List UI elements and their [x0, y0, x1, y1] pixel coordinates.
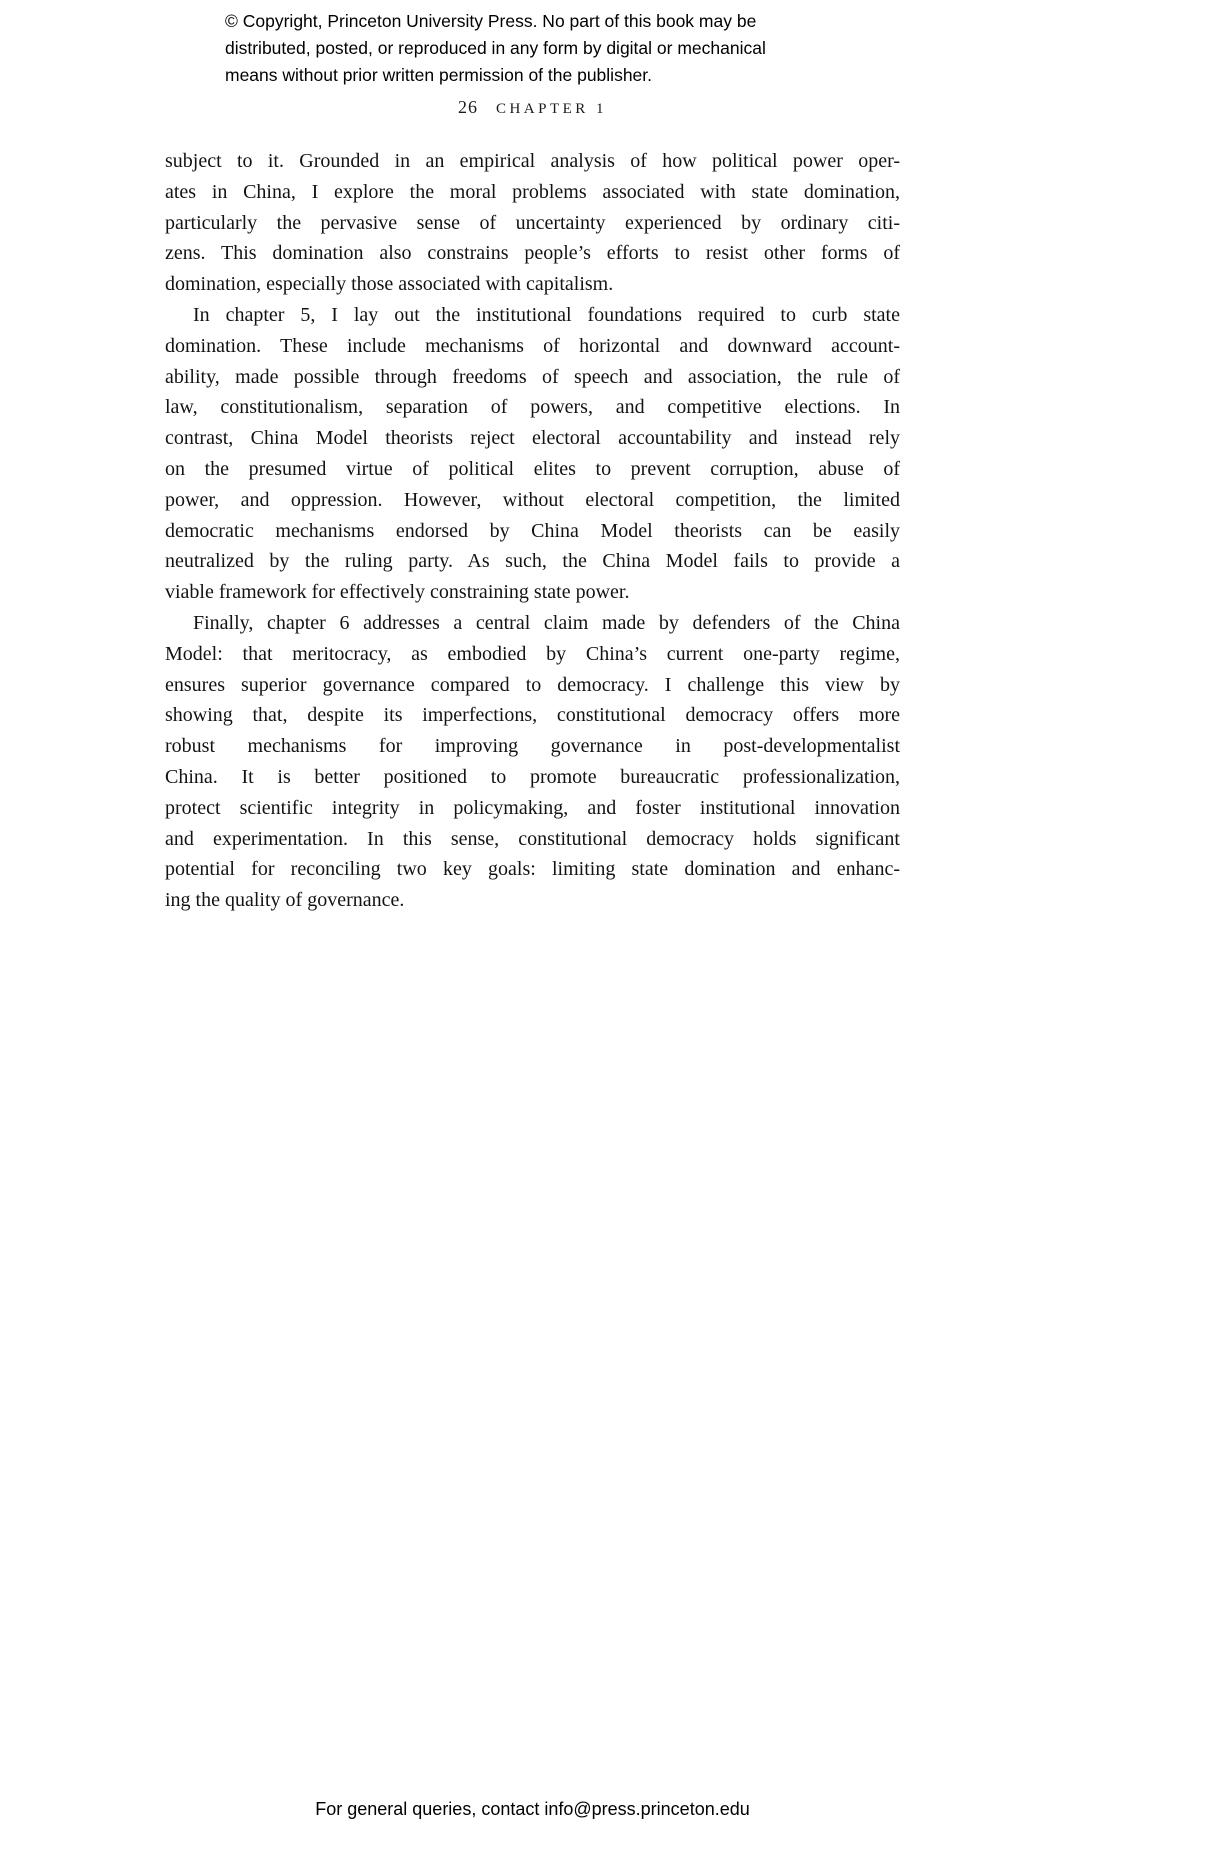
body-line: protect scientific integrity in policymaking, and foster institutional innovation	[165, 796, 900, 819]
body-line: particularly the pervasive sense of uncertainty experienced by ordinary citi-	[165, 211, 900, 234]
body-line: neutralized by the ruling party. As such, the China Model fails to provide a	[165, 550, 900, 573]
body-line: and experimentation. In this sense, constitutional democracy holds significant	[165, 827, 900, 850]
running-head	[165, 97, 900, 118]
body-line: potential for reconciling two key goals: limiting state domination and enhanc-	[165, 858, 900, 881]
paragraph	[165, 608, 900, 916]
body-line: ates in China, I explore the moral problems associated with state domination,	[165, 180, 900, 203]
copyright-line: © Copyright, Princeton University Press. No part of this book may be	[225, 11, 757, 31]
body-line: China. It is better positioned to promote bureaucratic professionalization,	[165, 765, 900, 788]
copyright-line: means without prior written permission of the publisher.	[225, 65, 653, 85]
body-line: Model: that meritocracy, as embodied by China’s current one-party regime,	[165, 642, 900, 665]
body-line: robust mechanisms for improving governance in post-developmentalist	[165, 735, 900, 758]
body-line: zens. This domination also constrains people’s efforts to resist other forms of	[165, 242, 900, 265]
body-line: contrast, China Model theorists reject electoral accountability and instead rely	[165, 427, 900, 450]
chapter-label: CHAPTER 1	[495, 101, 608, 117]
body-line: power, and oppression. However, without electoral competition, the limited	[165, 488, 900, 511]
body-line: on the presumed virtue of political elites to prevent corruption, abuse of	[165, 457, 900, 480]
page-number: 26	[457, 97, 478, 117]
body-line: domination. These include mechanisms of horizontal and downward account-	[165, 334, 900, 357]
body-line: viable framework for effectively constraining state power.	[165, 581, 630, 604]
footer-text: For general queries, contact info@press.princeton.edu	[315, 1799, 750, 1819]
body-line: showing that, despite its imperfections, constitutional democracy offers more	[165, 704, 900, 727]
body-line: domination, especially those associated with capitalism.	[165, 273, 614, 296]
copyright-line: distributed, posted, or reproduced in any form by digital or mechanical	[225, 38, 766, 58]
copyright-notice	[225, 8, 766, 89]
body-text	[165, 146, 900, 916]
body-line: democratic mechanisms endorsed by China Model theorists can be easily	[165, 519, 900, 542]
paragraph	[165, 300, 900, 608]
body-line: In chapter 5, I lay out the institutional foundations required to curb state	[193, 303, 900, 326]
body-line: subject to it. Grounded in an empirical analysis of how political power oper-	[165, 150, 900, 172]
paragraph	[165, 146, 900, 300]
body-line: law, constitutionalism, separation of powers, and competitive elections. In	[165, 396, 900, 419]
body-line: Finally, chapter 6 addresses a central claim made by defenders of the China	[193, 611, 900, 634]
body-line: ability, made possible through freedoms of speech and association, the rule of	[165, 365, 900, 388]
body-line: ensures superior governance compared to democracy. I challenge this view by	[165, 673, 900, 696]
body-line: ing the quality of governance.	[165, 889, 405, 912]
